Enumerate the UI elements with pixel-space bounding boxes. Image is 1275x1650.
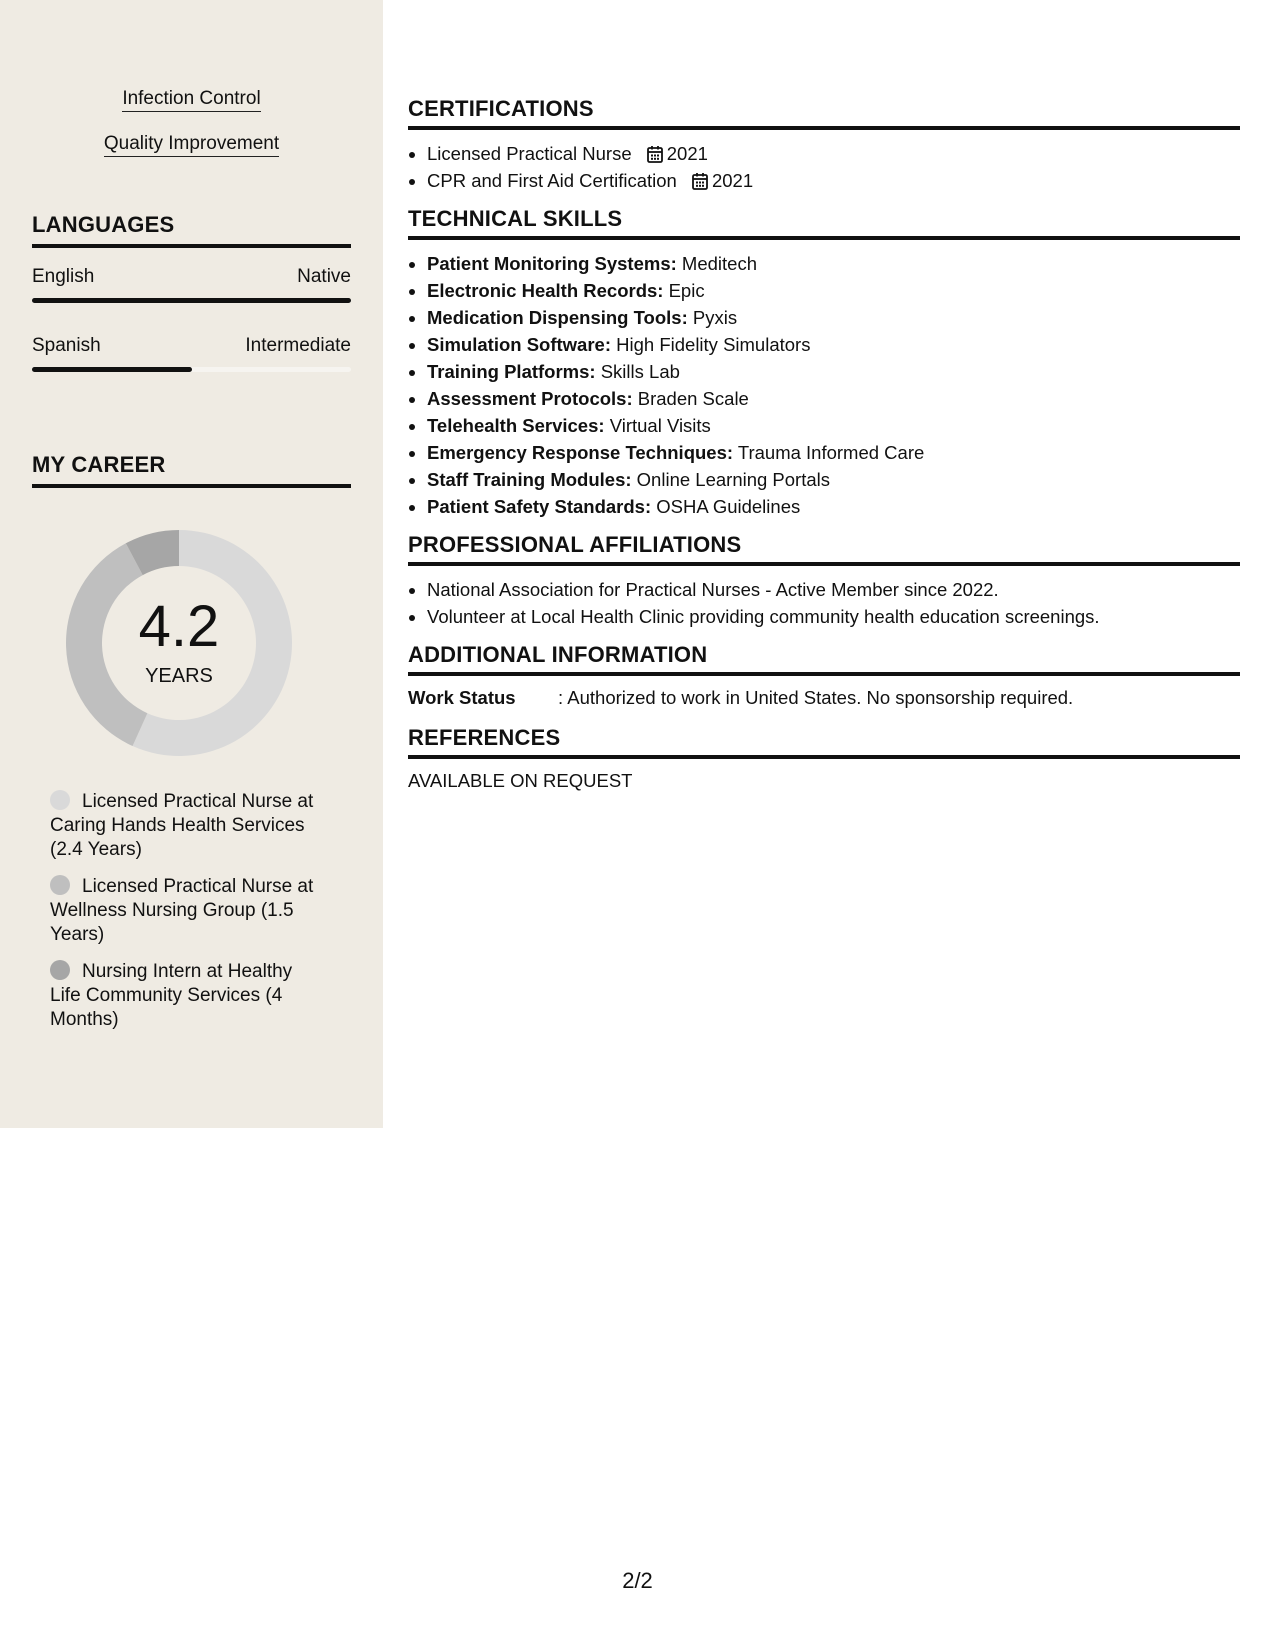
language-row <box>32 266 351 288</box>
skill-value: Online Learning Portals <box>636 469 831 490</box>
skill-item <box>427 412 1240 439</box>
skill-tag <box>0 133 383 155</box>
certifications-list <box>408 140 1240 194</box>
skill-value: Pyxis <box>692 307 738 328</box>
skill-label: Emergency Response Techniques: <box>427 442 734 463</box>
certification-year: 2021 <box>666 143 708 164</box>
work-status-value: : Authorized to work in United States. No sponsorship required. <box>558 687 1074 708</box>
certification-name: Licensed Practical Nurse <box>427 143 632 164</box>
skill-item <box>427 466 1240 493</box>
language-level: Native <box>297 266 351 287</box>
skill-value: Epic <box>668 280 705 301</box>
legend-dot-icon <box>50 960 70 980</box>
language-bar <box>32 298 351 303</box>
career-legend-item <box>50 960 320 1032</box>
career-legend-item <box>50 875 320 947</box>
skill-label: Simulation Software: <box>427 334 611 355</box>
career-item-text: Licensed Practical Nurse at Caring Hands Health Services (2.4 Years) <box>50 791 314 860</box>
skill-label: Training Platforms: <box>427 361 596 382</box>
work-status-row <box>408 684 1240 711</box>
skill-label: Electronic Health Records: <box>427 280 664 301</box>
skill-label: Medication Dispensing Tools: <box>427 307 688 328</box>
main-content <box>408 96 1240 794</box>
skill-item <box>427 439 1240 466</box>
legend-dot-icon <box>50 790 70 810</box>
skill-value: High Fidelity Simulators <box>616 334 811 355</box>
career-total-years: 4.2 <box>138 594 220 659</box>
calendar-icon <box>647 145 663 163</box>
calendar-icon <box>692 172 708 190</box>
career-legend <box>50 790 320 1045</box>
skill-tag-label: Quality Improvement <box>104 133 279 157</box>
language-name: English <box>32 266 95 287</box>
career-legend-item <box>50 790 320 862</box>
skill-label: Staff Training Modules: <box>427 469 632 490</box>
skill-tag <box>0 88 383 110</box>
skill-label: Patient Monitoring Systems: <box>427 253 677 274</box>
skill-item <box>427 304 1240 331</box>
affiliations-heading: PROFESSIONAL AFFILIATIONS <box>408 532 1240 566</box>
skill-label: Telehealth Services: <box>427 415 605 436</box>
certification-item <box>427 140 1240 167</box>
skill-item <box>427 493 1240 520</box>
technical-skills-list <box>408 250 1240 520</box>
languages-heading: LANGUAGES <box>32 212 351 248</box>
career-years-label: YEARS <box>145 665 213 687</box>
skill-value: Skills Lab <box>600 361 680 382</box>
skill-item <box>427 358 1240 385</box>
skill-label: Assessment Protocols: <box>427 388 633 409</box>
additional-info-heading: ADDITIONAL INFORMATION <box>408 642 1240 676</box>
certification-year: 2021 <box>711 170 754 191</box>
skill-item <box>427 277 1240 304</box>
skill-value: OSHA Guidelines <box>656 496 801 517</box>
references-text: AVAILABLE ON REQUEST <box>408 770 633 791</box>
skill-item <box>427 250 1240 277</box>
certification-item <box>427 167 1240 194</box>
affiliation-item: • National Association for Practical Nurses - Active Member since 2022. <box>427 576 1240 603</box>
affiliation-item: • Volunteer at Local Health Clinic providing community health education screenings. <box>427 603 1240 630</box>
skill-tag-label: Infection Control <box>122 88 260 112</box>
certifications-heading: CERTIFICATIONS <box>408 96 1240 130</box>
career-item-text: Nursing Intern at Healthy Life Community Services (4 Months) <box>50 961 293 1030</box>
skill-value: Braden Scale <box>637 388 749 409</box>
language-name: Spanish <box>32 335 101 356</box>
affiliations-list <box>408 576 1240 630</box>
skill-label: Patient Safety Standards: <box>427 496 652 517</box>
page-number: 2/2 <box>622 1568 653 1593</box>
skill-value: Virtual Visits <box>609 415 711 436</box>
career-heading: MY CAREER <box>32 452 351 488</box>
work-status-label: Work Status <box>408 687 516 708</box>
skill-value: Meditech <box>681 253 757 274</box>
career-item-text: Licensed Practical Nurse at Wellness Nursing Group (1.5 Years) <box>50 876 314 945</box>
references-heading: REFERENCES <box>408 725 1240 759</box>
technical-skills-heading: TECHNICAL SKILLS <box>408 206 1240 240</box>
language-bar-fill <box>32 367 192 372</box>
certification-name: CPR and First Aid Certification <box>427 170 677 191</box>
legend-dot-icon <box>50 875 70 895</box>
language-level: Intermediate <box>245 335 351 356</box>
skill-value: Trauma Informed Care <box>737 442 925 463</box>
skill-item <box>427 385 1240 412</box>
skill-item <box>427 331 1240 358</box>
language-row <box>32 335 351 357</box>
language-bar-fill <box>32 298 351 303</box>
sidebar <box>0 0 383 1128</box>
language-bar <box>32 367 351 372</box>
